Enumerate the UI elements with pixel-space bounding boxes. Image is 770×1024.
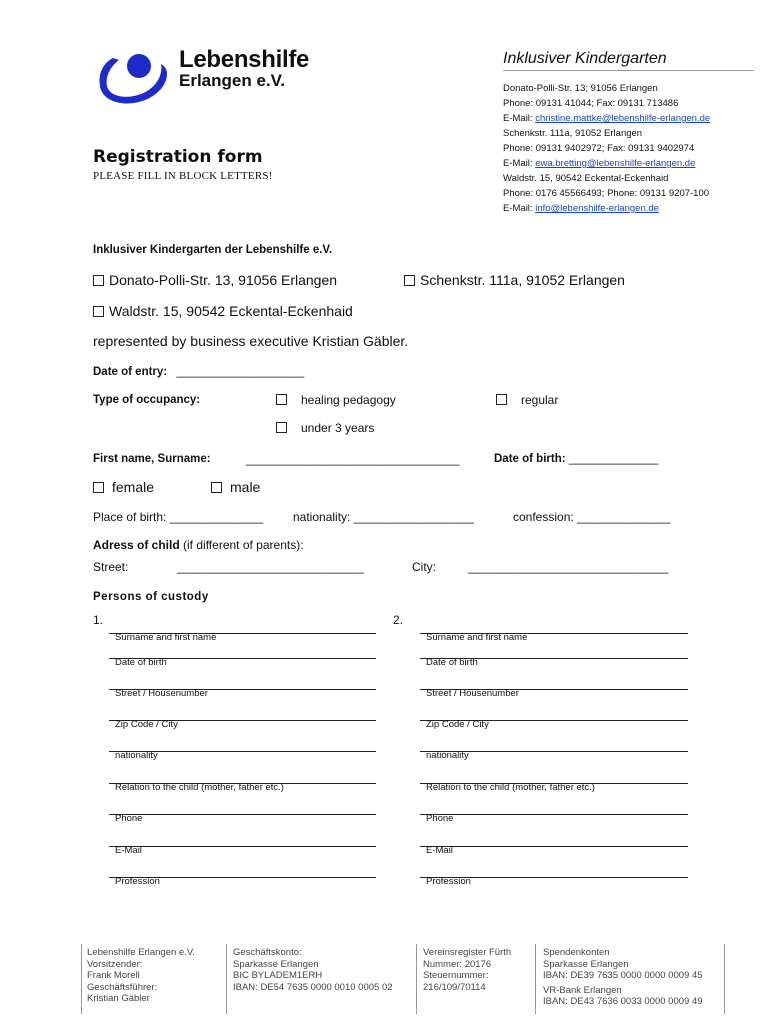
footer-text: Kristian Gäbler (87, 993, 150, 1004)
under3-checkbox[interactable] (276, 422, 287, 433)
dob-field[interactable]: ______________ (568, 453, 659, 465)
custody-1-field-label: Street / Housenumber (115, 688, 208, 699)
nationality-label: nationality: (293, 510, 351, 524)
female-checkbox[interactable] (93, 482, 104, 493)
custody-2-field-label: Zip Code / City (426, 719, 489, 730)
city-field[interactable]: ______________________________ (468, 560, 669, 574)
address-heading (93, 538, 304, 552)
pob-field[interactable]: ______________ (169, 510, 264, 524)
footer-col-4 (543, 947, 703, 1008)
custody-1-field-line[interactable] (109, 846, 376, 847)
footer-col-2 (233, 947, 393, 993)
occupancy-label: Type of occupancy: (93, 394, 201, 406)
header-rule (503, 70, 754, 71)
custody-2-field-line[interactable] (420, 846, 688, 847)
email-link-2[interactable]: ewa.bretting@lebenshilfe-erlangen.de (535, 158, 696, 169)
logo-sub: Erlangen e.V. (179, 71, 286, 90)
custody-2-field-label: E-Mail (426, 845, 453, 856)
occupancy-healing[interactable] (276, 393, 396, 407)
regular-checkbox[interactable] (496, 394, 507, 405)
male-checkbox[interactable] (211, 482, 222, 493)
email-link-3[interactable]: info@lebenshilfe-erlangen.de (535, 203, 659, 214)
contact-phone-2: Phone: 09131 9402972; Fax: 09131 9402974 (503, 143, 695, 154)
confession-label: confession: (513, 510, 574, 524)
footer-divider-4 (535, 944, 536, 1014)
represented-text: represented by business executive Kristian Gäbler. (93, 333, 409, 349)
custody-1-field-line[interactable] (109, 814, 376, 815)
footer-text: IBAN: DE54 7635 0000 0010 0005 02 (233, 981, 393, 993)
street-label: Street: (93, 560, 129, 574)
address-note: (if different of parents): (179, 538, 304, 552)
custody-2-field-label: Date of birth (426, 657, 478, 668)
footer-text: VR-Bank Erlangen (543, 984, 622, 996)
footer-text: 216/109/70114 (423, 981, 486, 993)
confession-row (513, 510, 670, 524)
footer-text: Sparkasse Erlangen (543, 958, 629, 970)
dob-row (494, 453, 658, 465)
custody-2-field-line[interactable] (420, 814, 688, 815)
custody-2-field-label: Profession (426, 876, 471, 887)
nationality-row (293, 510, 474, 524)
custody-num-2: 2. (393, 613, 404, 627)
custody-1-field-label: Date of birth (115, 657, 167, 668)
street-field[interactable]: ____________________________ (177, 560, 364, 574)
custody-1-field-label: E-Mail (115, 845, 142, 856)
location-1-label: Donato-Polli-Str. 13, 91056 Erlangen (109, 272, 338, 288)
contact-address-1: Donato-Polli-Str. 13; 91056 Erlangen (503, 83, 658, 94)
lebenshilfe-logo-icon (95, 44, 173, 106)
contact-phone-1: Phone: 09131 41044; Fax: 09131 713486 (503, 98, 679, 109)
custody-2-field-label: Street / Housenumber (426, 688, 519, 699)
footer-divider-5 (724, 944, 725, 1014)
location-1-checkbox[interactable] (93, 275, 104, 286)
location-3-checkbox[interactable] (93, 306, 104, 317)
footer-col-3 (423, 947, 511, 993)
footer-text: Sparkasse Erlangen (233, 958, 319, 970)
custody-1-field-label: nationality (115, 750, 158, 761)
occupancy-regular[interactable] (496, 393, 558, 407)
form-subtitle: PLEASE FILL IN BLOCK LETTERS! (93, 170, 273, 182)
dob-label: Date of birth: (494, 453, 566, 465)
footer-text: Frank Morell (87, 970, 140, 981)
custody-1-field-label: Zip Code / City (115, 719, 178, 730)
footer-text: Steuernummer: (423, 970, 489, 981)
pob-label: Place of birth: (93, 510, 167, 524)
under3-label: under 3 years (301, 421, 375, 435)
custody-2-field-label: Surname and first name (426, 632, 528, 643)
custody-1-field-label: Profession (115, 876, 160, 887)
nationality-field[interactable]: __________________ (353, 510, 474, 524)
location-option-1[interactable] (93, 272, 337, 288)
name-label: First name, Surname: (93, 453, 211, 465)
occupancy-under3[interactable] (276, 421, 374, 435)
footer-text: Vereinsregister Fürth (423, 947, 512, 958)
date-entry-row (93, 366, 304, 378)
location-2-label: Schenkstr. 111a, 91052 Erlangen (420, 272, 625, 288)
location-3-label: Waldstr. 15, 90542 Eckental-Eckenhaid (109, 303, 353, 319)
address-label: Adress of child (93, 538, 180, 552)
footer-text: Geschäftsführer: (87, 981, 158, 993)
footer-text: IBAN: DE39 7635 0000 0000 0009 45 (543, 970, 703, 981)
date-entry-field[interactable]: ____________________ (176, 366, 305, 378)
healing-checkbox[interactable] (276, 394, 287, 405)
footer-text: Spendenkonten (543, 947, 610, 958)
section-heading: Inklusiver Kindergarten der Lebenshilfe e.V. (93, 244, 333, 256)
custody-2-field-label: Phone (426, 813, 454, 824)
contact-email-1: E-Mail: christine.mattke@lebenshilfe-erlangen.de (503, 113, 711, 124)
custody-1-field-label: Surname and first name (115, 632, 217, 643)
female-label: female (112, 479, 155, 495)
custody-1-field-label: Relation to the child (mother, father etc.) (115, 782, 284, 793)
contact-email-3: E-Mail: info@lebenshilfe-erlangen.de (503, 203, 659, 214)
location-2-checkbox[interactable] (404, 275, 415, 286)
city-label: City: (412, 560, 436, 574)
confession-field[interactable]: ______________ (577, 510, 671, 524)
footer-text: BIC BYLADEM1ERH (233, 970, 323, 981)
healing-label: healing pedagogy (301, 393, 396, 407)
gender-male[interactable] (211, 479, 260, 495)
footer-text: Lebenshilfe Erlangen e.V. (87, 947, 195, 958)
contact-phone-3: Phone: 0176 45566493; Phone: 09131 9207-100 (503, 188, 710, 199)
custody-heading: Persons of custody (93, 591, 209, 603)
footer-text: IBAN: DE43 7636 0033 0000 0009 49 (543, 996, 703, 1007)
footer-text: Geschäftskonto: (233, 947, 302, 958)
email-link-1[interactable]: christine.mattke@lebenshilfe-erlangen.de (535, 113, 711, 124)
custody-1-field-label: Phone (115, 813, 143, 824)
custody-2-field-label: Relation to the child (mother, father etc.) (426, 782, 595, 793)
date-entry-label: Date of entry: (93, 366, 168, 378)
gender-female[interactable] (93, 479, 154, 495)
male-label: male (230, 479, 261, 495)
footer-text: Vorsitzender: (87, 958, 143, 970)
pob-row (93, 510, 263, 524)
custody-2-field-label: nationality (426, 750, 469, 761)
logo-name: Lebenshilfe (179, 46, 310, 73)
contact-block (503, 81, 763, 216)
custody-num-1: 1. (93, 613, 104, 627)
contact-address-3: Waldstr. 15, 90542 Eckental-Eckenhaid (503, 173, 669, 184)
location-option-3[interactable] (93, 303, 353, 319)
footer-divider-1 (81, 944, 82, 1014)
location-option-2[interactable] (404, 272, 625, 288)
form-title: Registration form (93, 147, 263, 167)
logo (95, 44, 335, 106)
contact-email-2: E-Mail: ewa.bretting@lebenshilfe-erlangen.de (503, 158, 696, 169)
contact-address-2: Schenkstr. 111a, 91052 Erlangen (503, 128, 643, 139)
kindergarten-title: Inklusiver Kindergarten (503, 50, 667, 67)
regular-label: regular (521, 393, 559, 407)
footer-divider-2 (226, 944, 227, 1014)
footer-divider-3 (416, 944, 417, 1014)
footer-text: Nummer: 20176 (423, 958, 492, 970)
name-field[interactable]: ________________________________ (246, 452, 460, 466)
footer-col-1 (87, 947, 195, 1005)
